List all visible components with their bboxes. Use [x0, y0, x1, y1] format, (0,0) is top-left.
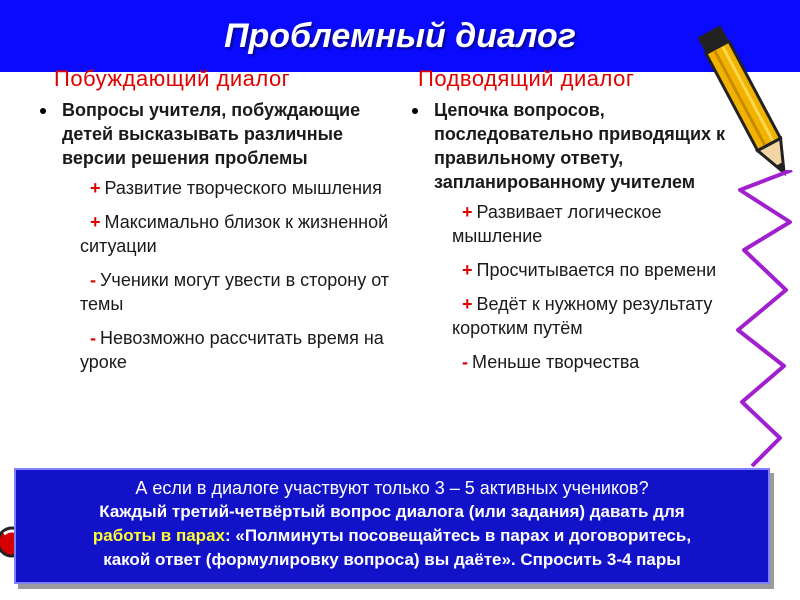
bottom-text-line: работы в парах: «Полминуты посовещайтесь в парах и договоритесь, — [92, 526, 692, 545]
right-heading: Подводящий диалог — [418, 66, 635, 91]
left-column — [40, 68, 390, 384]
bottom-question: А если в диалоге участвуют только 3 – 5 активных учеников? — [135, 478, 649, 498]
right-point: + Ведёт к нужному результату коротким путём — [452, 294, 713, 338]
right-bullet-text: Цепочка вопросов, последовательно приводящих к правильному ответу, запланированному учителем — [434, 100, 726, 192]
left-heading: Побуждающий диалог — [54, 66, 291, 91]
pencil-icon — [698, 22, 798, 192]
right-points — [452, 200, 752, 374]
left-point: + Максимально близок к жизненной ситуации — [80, 212, 389, 256]
bottom-text-line: какой ответ (формулировку вопроса) вы даёте». Спросить 3-4 пары — [103, 550, 681, 569]
left-points — [80, 176, 390, 374]
right-point: + Просчитывается по времени — [462, 260, 717, 280]
bullet-dot-icon — [40, 108, 46, 114]
pair-work-highlight: работы в парах — [92, 526, 225, 545]
title-bar — [0, 0, 800, 72]
left-point: - Ученики могут увести в сторону от темы — [80, 270, 390, 314]
left-point: - Невозможно рассчитать время на уроке — [80, 328, 384, 372]
right-point: - Меньше творчества — [462, 352, 640, 372]
bullet-dot-icon — [412, 108, 418, 114]
left-bullet — [40, 98, 390, 170]
left-bullet-text: Вопросы учителя, побуждающие детей высказывать различные версии решения проблемы — [62, 100, 361, 168]
page-title: Проблемный диалог — [224, 16, 576, 55]
bottom-text-line: Каждый третий-четвёртый вопрос диалога (или задания) давать для — [99, 502, 685, 521]
left-point: + Развитие творческого мышления — [90, 178, 382, 198]
bottom-info-box — [14, 468, 770, 584]
zigzag-line — [732, 170, 798, 470]
right-point: + Развивает логическое мышление — [452, 202, 662, 246]
